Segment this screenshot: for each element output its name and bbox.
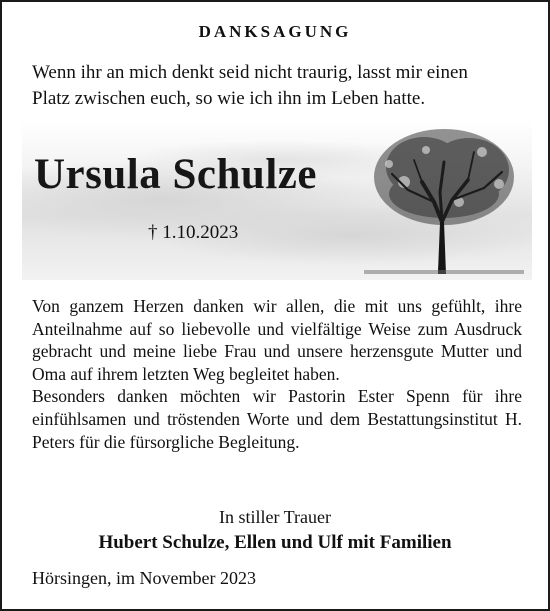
notice-body [32,295,522,453]
mourning-line: In stiller Trauer [219,507,331,527]
poem-line-2: Platz zwischen euch, so wie ich ihn im Leben hatte. [32,88,426,109]
body-paragraph: Besonders danken möchten wir Pastorin Ester Spenn für ihre einfühlsamen und tröstenden Worte und dem Bestattungsinstitut H. Peters für die fürsorgliche Begleitung. [32,386,522,452]
poem [32,60,522,112]
deceased-name: Ursula Schulze [34,151,317,198]
poem-line-1: Wenn ihr an mich denkt seid nicht traurig, lasst mir einen [32,62,468,83]
mourners-names: Hubert Schulze, Ellen und Ulf mit Familien [98,532,452,553]
tree-icon [364,122,524,277]
name-banner [22,120,532,280]
notice-heading: DANKSAGUNG [198,22,352,41]
death-date: † 1.10.2023 [148,222,239,243]
body-paragraph: Von ganzem Herzen danken wir allen, die mit uns gefühlt, ihre Anteilnahme auf so liebevolle und vielfältige Weise zum Ausdruck gebracht und meine liebe Frau und unsere herzensgute Mutter und Oma auf ihrem letzten Weg begleitet haben. [32,296,522,384]
place-date: Hörsingen, im November 2023 [32,568,256,588]
